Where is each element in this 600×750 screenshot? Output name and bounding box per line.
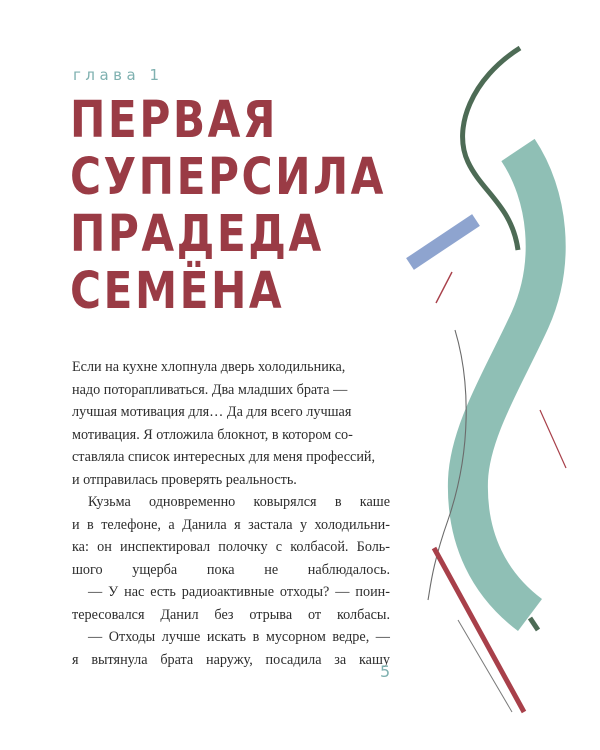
text-line: Кузьма одновременно ковырялся в каше xyxy=(88,494,390,510)
chapter-title-line: СЕМЁНА xyxy=(70,262,285,321)
text-line: мотивация. Я отложила блокнот, в котором со- xyxy=(72,426,353,443)
chapter-label: глава 1 xyxy=(73,66,164,84)
text-line: ставляла список интересных для меня профессий, xyxy=(72,449,376,465)
text-line: ка: он инспектировал полочку с колбасой. Боль- xyxy=(72,539,390,555)
text-line: — Отходы лучше искать в мусорном ведре, — xyxy=(88,629,390,645)
text-line: я вытянула брата наружу, посадила за кашу xyxy=(72,651,390,668)
red-thin-line xyxy=(540,410,566,468)
text-line: шого ущерба пока не наблюдалось. xyxy=(72,561,390,578)
page-number: 5 xyxy=(380,662,391,681)
text-line: и в телефоне, а Данила я застала у холодильни- xyxy=(72,516,390,533)
chapter-title-line: СУПЕРСИЛА xyxy=(70,148,386,207)
chapter-title-line: ПЕРВАЯ xyxy=(70,91,278,150)
red-thin-line xyxy=(436,272,452,303)
text-line: тересовался Данил без отрыва от колбасы. xyxy=(72,606,390,623)
blue-bar xyxy=(410,220,476,264)
dark-green-stub xyxy=(530,618,538,630)
text-line: и отправилась проверять реальность. xyxy=(72,471,297,488)
text-line: — У нас есть радиоактивные отходы? — поин- xyxy=(88,584,390,600)
text-line: Если на кухне хлопнула дверь холодильника, xyxy=(72,359,346,375)
text-line: надо поторапливаться. Два младших брата — xyxy=(72,381,348,398)
grey-thin-line xyxy=(458,620,512,712)
text-line: лучшая мотивация для… Да для всего лучшая xyxy=(72,404,352,420)
chapter-title-line: ПРАДЕДА xyxy=(70,205,324,264)
